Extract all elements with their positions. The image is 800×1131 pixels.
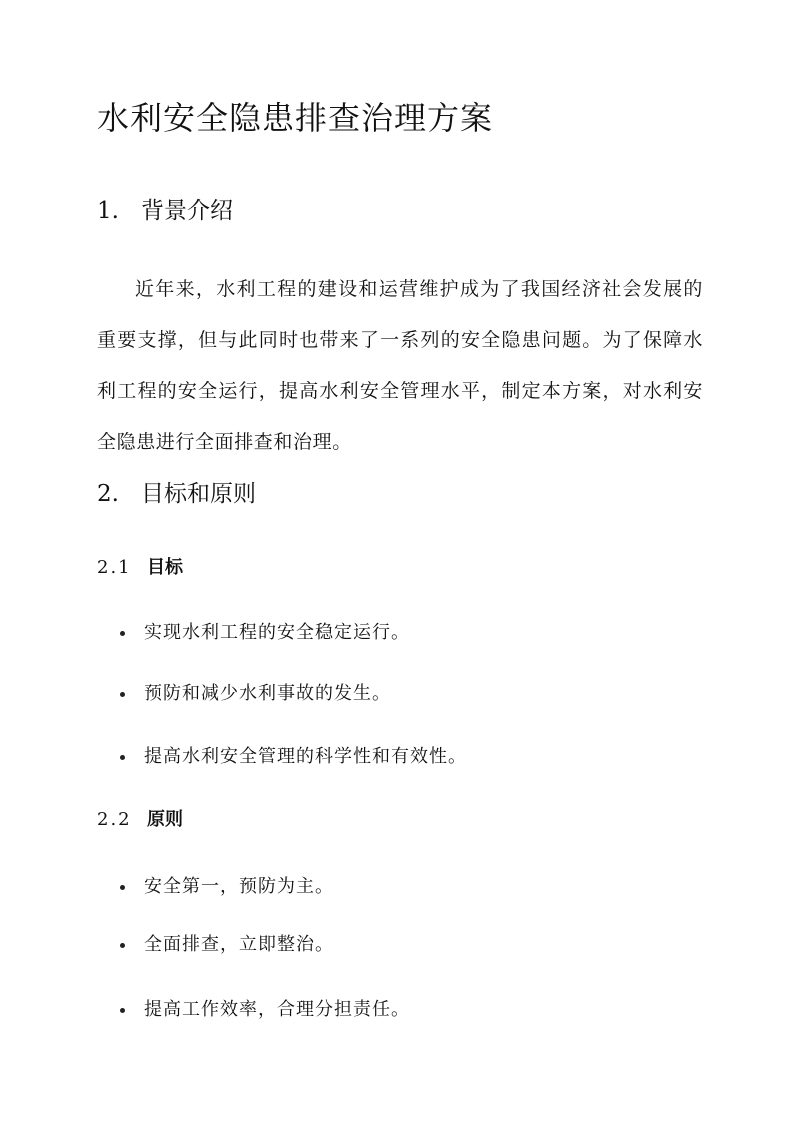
list-item-text: 提高工作效率，合理分担责任。 [144, 999, 410, 1020]
section-number: 1. [97, 198, 119, 224]
list-item-text: 安全第一，预防为主。 [144, 876, 334, 897]
document-title: 水利安全隐患排查治理方案 [97, 99, 494, 137]
subsection-heading-principles [97, 806, 183, 834]
list-item-text: 实现水利工程的安全稳定运行。 [144, 622, 410, 643]
section-title: 目标和原则 [141, 481, 256, 507]
list-item-text: 全面排查，立即整治。 [144, 934, 334, 955]
bullet-icon [120, 1008, 125, 1013]
subsection-title: 原则 [147, 809, 183, 830]
subsection-number: 2.2 [97, 809, 132, 830]
subsection-number: 2.1 [97, 557, 132, 578]
section-heading-goals-principles [97, 477, 256, 511]
section-heading-background [97, 194, 233, 228]
subsection-title: 目标 [147, 557, 183, 578]
bullet-icon [120, 755, 125, 760]
bullet-icon [120, 885, 125, 890]
list-item-text: 提高水利安全管理的科学性和有效性。 [144, 746, 467, 767]
section-number: 2. [97, 481, 119, 507]
background-paragraph: 近年来，水利工程的建设和运营维护成为了我国经济社会发展的重要支撑，但与此同时也带来了一系列的安全隐患问题。为了保障水利工程的安全运行，提高水利安全管理水平，制定本方案，对水利安全隐患进行全面排查和治理。 [97, 278, 703, 453]
list-item-text: 预防和减少水利事故的发生。 [144, 683, 391, 704]
section-title: 背景介绍 [141, 198, 233, 224]
bullet-icon [120, 943, 125, 948]
bullet-icon [120, 631, 125, 636]
subsection-heading-goals [97, 554, 183, 582]
bullet-icon [120, 692, 125, 697]
